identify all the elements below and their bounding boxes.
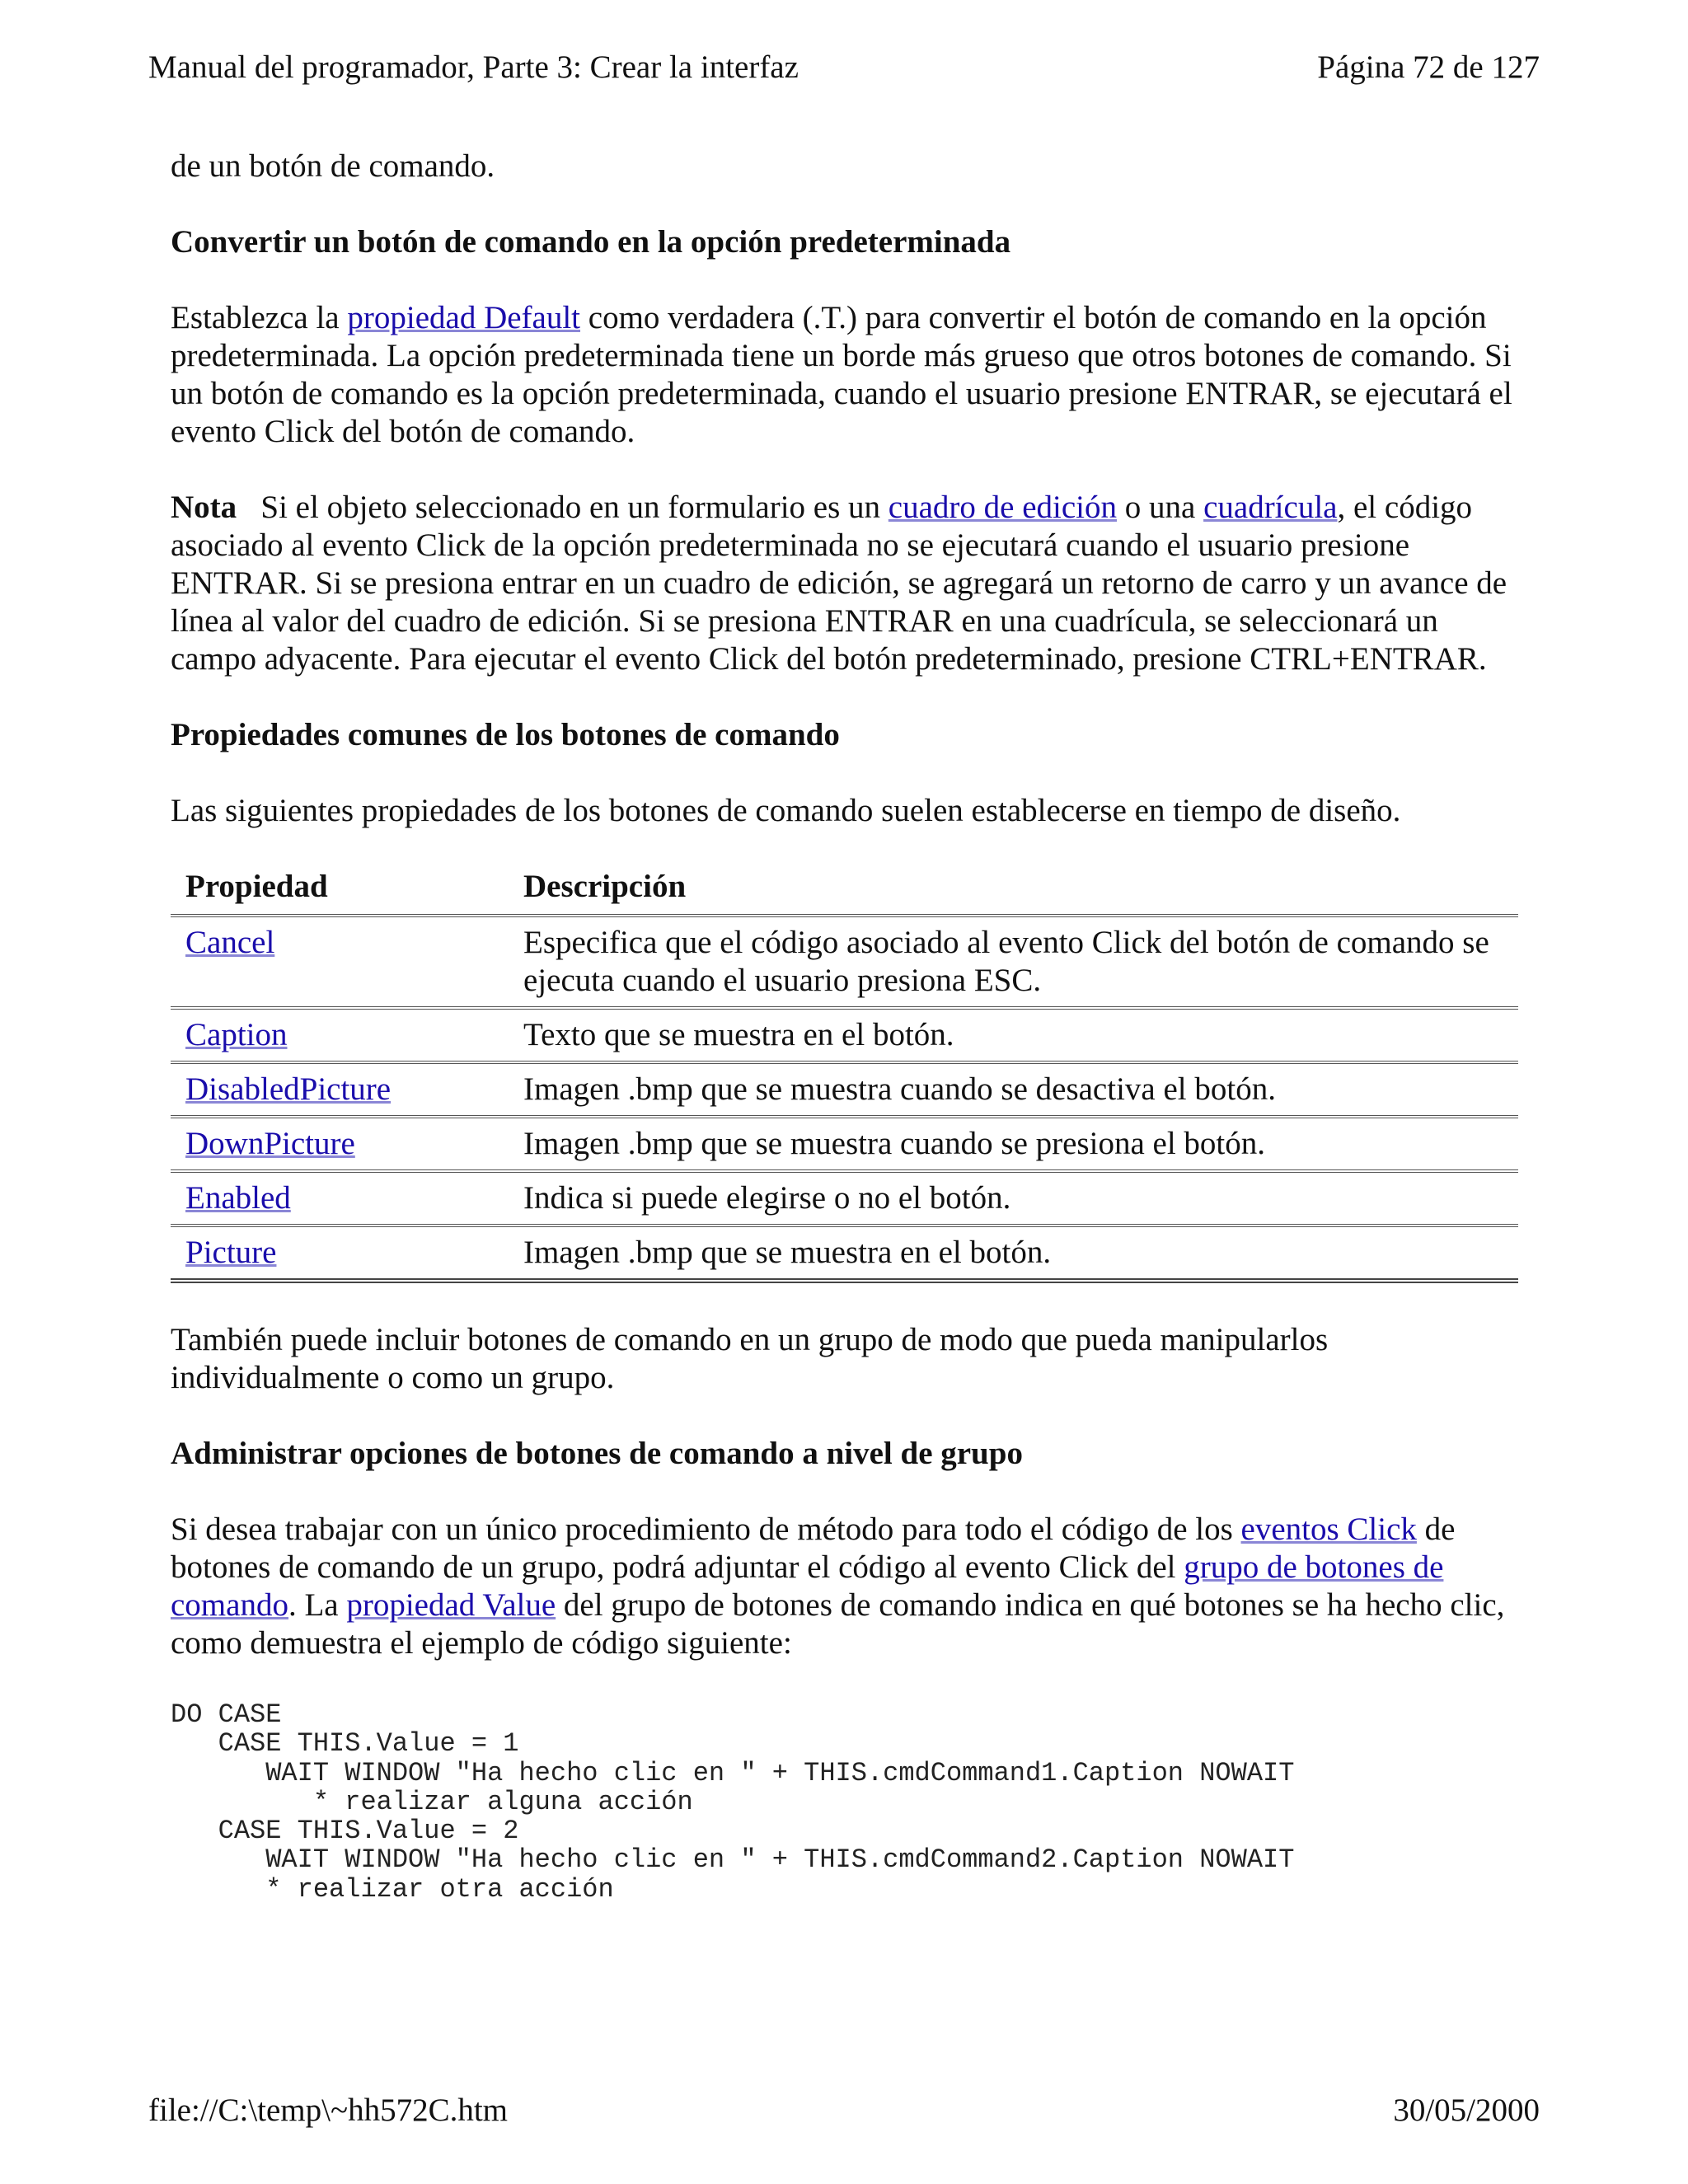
property-link-disabledpicture[interactable]: DisabledPicture	[185, 1071, 392, 1107]
property-description: Especifica que el código asociado al evento Click del botón de comando se ejecuta cuando el usuario presiona ESC.	[523, 925, 1489, 998]
section-heading-properties: Propiedades comunes de los botones de comando	[171, 717, 840, 752]
code-example: DO CASE CASE THIS.Value = 1 WAIT WINDOW "Ha hecho clic en " + THIS.cmdCommand1.Caption NOWAIT * realizar alguna acción CASE THIS.Value = 2 WAIT WINDOW "Ha hecho clic en " + THIS.cmdCommand2.Caption NOWAIT * realizar otra acción	[171, 1699, 1295, 1905]
link-cuadro-de-edicion[interactable]: cuadro de edición	[888, 490, 1118, 525]
properties-table	[171, 868, 1518, 1283]
link-grupo-de-botones[interactable]: grupo de botones de comando	[171, 1549, 1444, 1623]
link-cuadricula[interactable]: cuadrícula	[1203, 490, 1338, 525]
table-row	[171, 916, 1518, 1008]
properties-intro: Las siguientes propiedades de los botones de comando suelen establecerse en tiempo de diseño.	[171, 793, 1401, 828]
page-footer	[148, 2091, 1540, 2130]
table-row	[171, 1117, 1518, 1171]
table-row	[171, 1171, 1518, 1226]
paragraph-default: Establezca la propiedad Default como verdadera (.T.) para convertir el botón de comando en la opción predeterminada. La opción predeterminada tiene un borde más grueso que otros botones de comando. Si un botón de comando es la opción predeterminada, cuando el usuario presione ENTRAR, se ejecutará el evento Click del botón de comando.	[171, 300, 1512, 449]
note-paragraph: Nota Si el objeto seleccionado en un formulario es un cuadro de edición o una cuadrícula, el código asociado al evento Click de la opción predeterminada no se ejecutará cuando el usuario presione ENTRAR. Si se presiona entrar en un cuadro de edición, se agregará un retorno de carro y un avance de línea al valor del cuadro de edición. Si se presiona ENTRAR en una cuadrícula, se seleccionará un campo adyacente. Para ejecutar el evento Click del botón predeterminado, presione CTRL+ENTRAR.	[171, 490, 1507, 677]
property-link-caption[interactable]: Caption	[185, 1017, 288, 1052]
table-row	[171, 1226, 1518, 1281]
page-number: Página 72 de 127	[1317, 49, 1540, 85]
property-description: Imagen .bmp que se muestra en el botón.	[523, 1235, 1052, 1270]
property-link-picture[interactable]: Picture	[185, 1235, 277, 1270]
section-heading-group: Administrar opciones de botones de comando a nivel de grupo	[171, 1436, 1023, 1471]
property-link-downpicture[interactable]: DownPicture	[185, 1126, 355, 1161]
property-description: Imagen .bmp que se muestra cuando se desactiva el botón.	[523, 1071, 1276, 1107]
link-propiedad-default[interactable]: propiedad Default	[347, 300, 581, 335]
note-label: Nota	[171, 490, 237, 525]
document-body	[171, 148, 1518, 1904]
table-row	[171, 1062, 1518, 1117]
property-link-cancel[interactable]: Cancel	[185, 925, 275, 960]
table-row	[171, 1008, 1518, 1062]
paragraph-group: Si desea trabajar con un único procedimiento de método para todo el código de los eventos Click de botones de comando de un grupo, podrá adjuntar el código al evento Click del grupo de botones de comando. La propiedad Value del grupo de botones de comando indica en qué botones se ha hecho clic, como demuestra el ejemplo de código siguiente:	[171, 1511, 1505, 1661]
link-eventos-click[interactable]: eventos Click	[1240, 1511, 1417, 1547]
intro-text: de un botón de comando.	[171, 148, 495, 184]
property-description: Texto que se muestra en el botón.	[523, 1017, 954, 1052]
property-description: Indica si puede elegirse o no el botón.	[523, 1180, 1011, 1216]
property-description: Imagen .bmp que se muestra cuando se presiona el botón.	[523, 1126, 1265, 1161]
page-header	[148, 48, 1540, 87]
section-heading-default: Convertir un botón de comando en la opción predeterminada	[171, 224, 1011, 260]
file-path: file://C:\temp\~hh572C.htm	[148, 2093, 509, 2128]
property-link-enabled[interactable]: Enabled	[185, 1180, 291, 1216]
footer-date: 30/05/2000	[1393, 2093, 1540, 2128]
column-header-property: Propiedad	[185, 869, 328, 904]
link-propiedad-value[interactable]: propiedad Value	[346, 1587, 556, 1623]
group-intro-text: También puede incluir botones de comando en un grupo de modo que pueda manipularlos individualmente o como un grupo.	[171, 1322, 1329, 1395]
column-header-description: Descripción	[523, 869, 687, 904]
document-title: Manual del programador, Parte 3: Crear la interfaz	[148, 49, 799, 85]
table-header-row	[171, 868, 1518, 916]
